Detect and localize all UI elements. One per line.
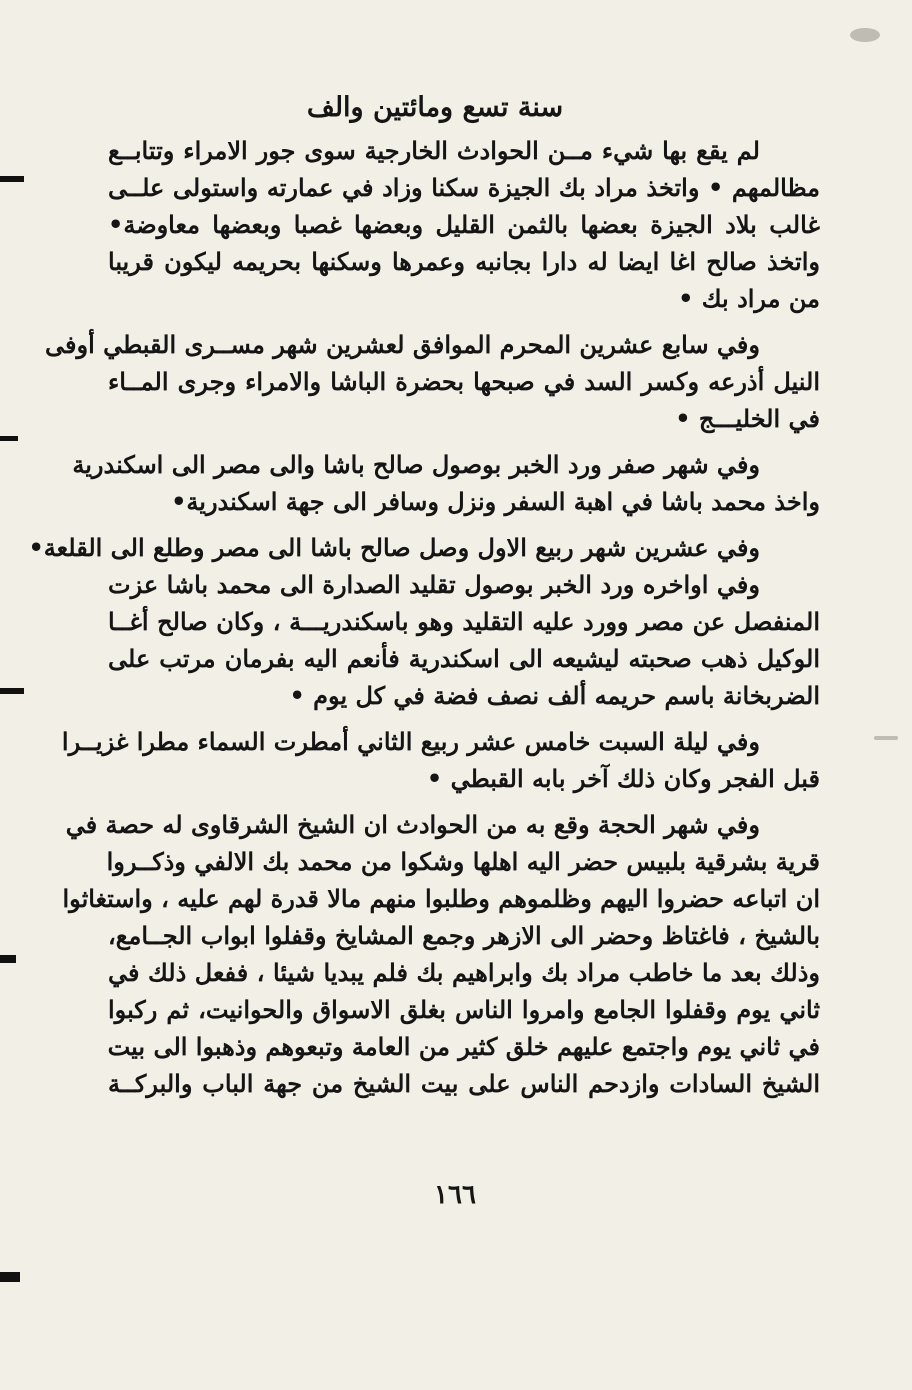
binding-mark: [0, 688, 24, 694]
binding-mark: [0, 176, 24, 182]
text-line: الضربخانة باسم حريمه ألف نصف فضة في كل يوم •: [289, 681, 820, 710]
paragraph-7: [62, 806, 820, 1102]
text-line: قبل الفجر وكان ذلك آخر بابه القبطي •: [426, 764, 820, 793]
paragraph-6: [61, 723, 820, 797]
text-line: لم يقع بها شيء مــن الحوادث الخارجية سوى جور الامراء وتتابــع: [108, 136, 760, 165]
text-line: النيل أذرعه وكسر السد في صبحها بحضرة الباشا والامراء وجرى المــاء: [108, 367, 820, 396]
paragraph-3: [72, 446, 820, 520]
text-line: قرية بشرقية بلبيس حضر اليه اهلها وشكوا من محمد بك الالفي وذكــروا: [106, 847, 820, 876]
page-number: ١٦٦: [434, 1180, 476, 1210]
text-line: ان اتباعه حضروا اليهم وظلموهم وطلبوا منهم مالا قدرة لهم عليه ، واستغاثوا: [62, 884, 820, 913]
text-line: وفي عشرين شهر ربيع الاول وصل صالح باشا الى مصر وطلع الى القلعة•: [28, 533, 760, 562]
text-line: ثاني يوم وقفلوا الجامع وامروا الناس بغلق الاسواق والحوانيت، ثم ركبوا: [108, 995, 820, 1024]
binding-mark: [0, 436, 18, 441]
scan-smudge: [874, 736, 898, 740]
binding-mark: [0, 1272, 20, 1282]
text-line: الشيخ السادات وازدحم الناس على بيت الشيخ من جهة الباب والبركــة: [108, 1069, 820, 1098]
text-line: وفي شهر صفر ورد الخبر بوصول صالح باشا والى مصر الى اسكندرية: [72, 450, 760, 479]
text-line: بالشيخ ، فاغتاظ وحضر الى الازهر وجمع المشايخ وقفلوا ابواب الجــامع،: [108, 921, 820, 950]
paragraph-4: [28, 529, 820, 566]
text-line: وفي سابع عشرين المحرم الموافق لعشرين شهر مســرى القبطي أوفى: [45, 330, 760, 359]
text-line: غالب بلاد الجيزة بعضها بالثمن القليل وبعضها غصبا وبعضها معاوضة•: [108, 210, 820, 239]
text-line: واخذ محمد باشا في اهبة السفر ونزل وسافر الى جهة اسكندرية•: [171, 487, 820, 516]
text-line: من مراد بك •: [678, 284, 820, 313]
text-line: مظالمهم • واتخذ مراد بك الجيزة سكنا وزاد في عمارته واستولى علــى: [108, 173, 820, 202]
paragraph-5: [108, 566, 820, 714]
text-line: في الخليـــج •: [675, 404, 820, 433]
text-line: المنفصل عن مصر وورد عليه التقليد وهو باسكندريـــة ، وكان صالح أغــا: [108, 607, 820, 636]
body-text: [28, 132, 820, 1102]
scan-smudge: [850, 28, 880, 42]
paragraph-1: [108, 132, 820, 317]
text-line: الوكيل ذهب صحبته ليشيعه الى اسكندرية فأنعم اليه بفرمان مرتب على: [108, 644, 820, 673]
paragraph-2: [45, 326, 820, 437]
text-line: وفي شهر الحجة وقع به من الحوادث ان الشيخ الشرقاوى له حصة في: [65, 810, 760, 839]
text-line: وفي ليلة السبت خامس عشر ربيع الثاني أمطرت السماء مطرا غزيــرا: [61, 727, 760, 756]
binding-mark: [0, 955, 16, 963]
text-line: وفي اواخره ورد الخبر بوصول تقليد الصدارة الى محمد باشا عزت: [108, 570, 760, 599]
text-line: واتخذ صالح اغا ايضا له دارا بجانبه وعمرها وسكنها بحريمه ليكون قريبا: [108, 247, 820, 276]
page-header: سنة تسع ومائتين والف: [306, 92, 564, 123]
text-line: وذلك بعد ما خاطب مراد بك وابراهيم بك فلم يبديا شيئا ، ففعل ذلك في: [108, 958, 820, 987]
text-line: في ثاني يوم واجتمع عليهم خلق كثير من العامة وتبعوهم وذهبوا الى بيت: [107, 1032, 820, 1061]
